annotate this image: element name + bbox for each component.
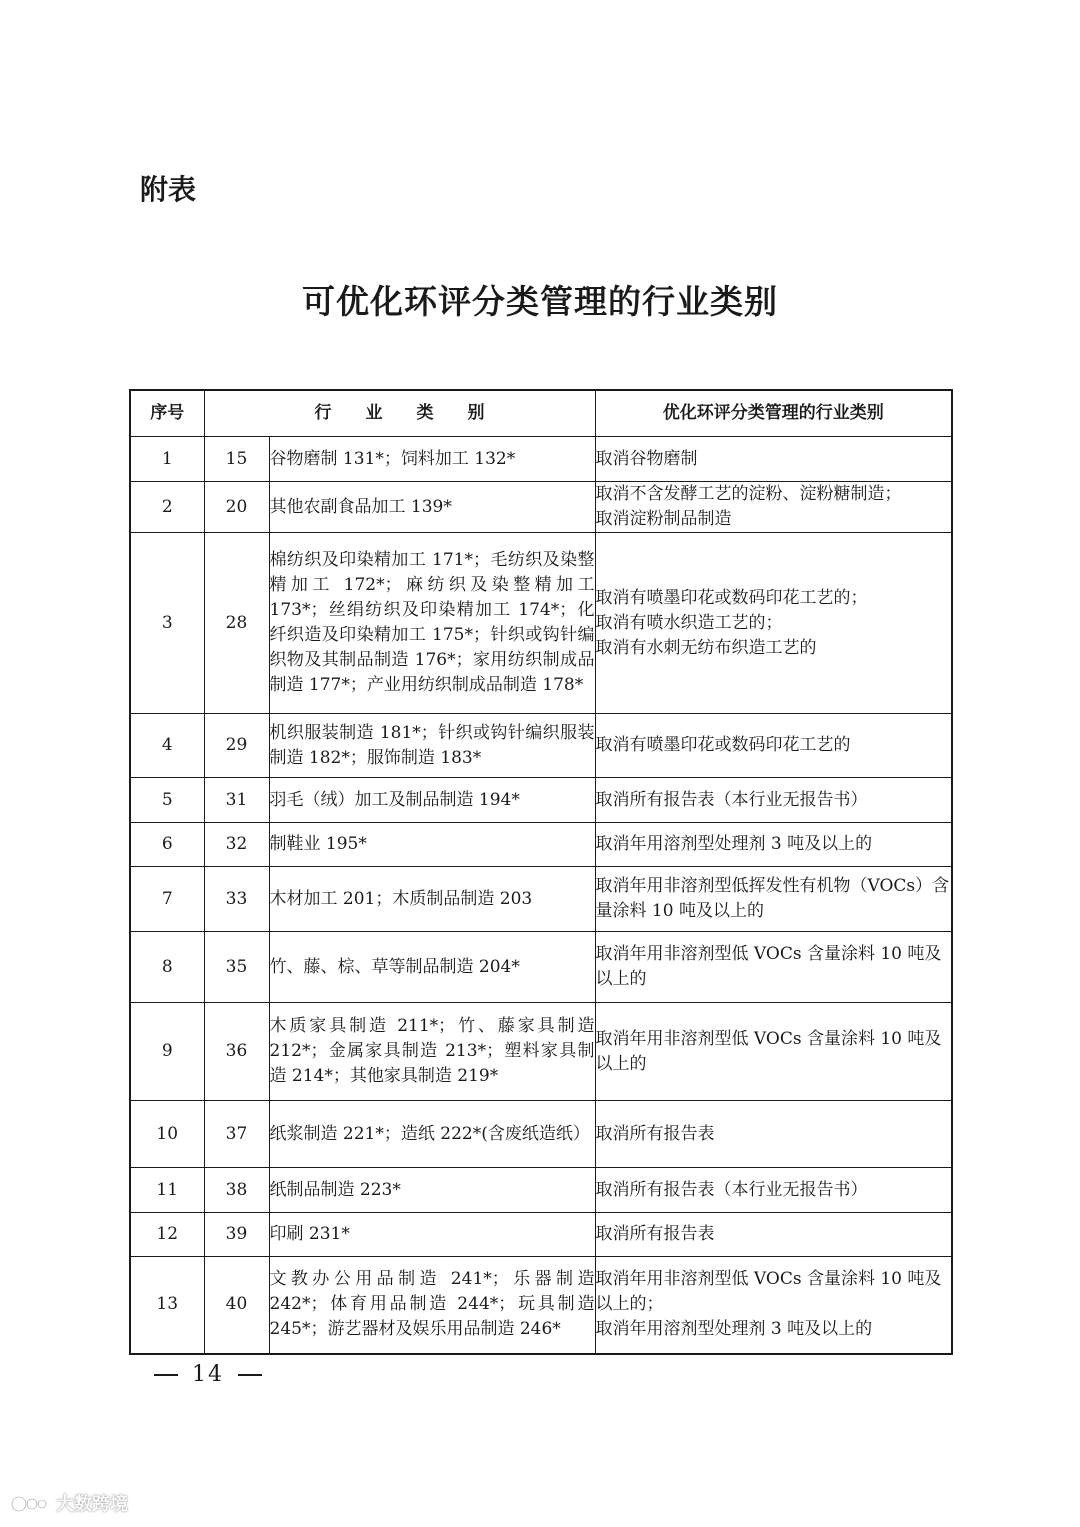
- cell-seq: 4: [130, 714, 204, 778]
- cell-seq: 11: [130, 1168, 204, 1213]
- cell-seq: 9: [130, 1003, 204, 1101]
- cell-industry: 文教办公用品制造 241*；乐器制造 242*；体育用品制造 244*；玩具制造 245*；游艺器材及娱乐用品制造 246*: [269, 1257, 595, 1354]
- optimization-line: 取消有水刺无纺布织造工艺的: [595, 637, 817, 658]
- cell-optimization: [595, 714, 952, 778]
- cell-code: 31: [204, 778, 269, 823]
- cell-optimization: [595, 1213, 952, 1257]
- cell-seq: 12: [130, 1213, 204, 1257]
- cell-industry: 木质家具制造 211*；竹、藤家具制造 212*；金属家具制造 213*；塑料家具制造 214*；其他家具制造 219*: [269, 1003, 595, 1101]
- page-number: [140, 1362, 276, 1387]
- table-row: [130, 533, 952, 714]
- cell-industry: 谷物磨制 131*；饲料加工 132*: [269, 437, 595, 482]
- industry-table: [129, 389, 953, 1355]
- table-header-row: [130, 390, 952, 437]
- table-row: [130, 867, 952, 932]
- table-row: [130, 437, 952, 482]
- table-row: [130, 1003, 952, 1101]
- optimization-line: 取消所有报告表: [595, 1123, 715, 1144]
- cell-industry: 竹、藤、棕、草等制品制造 204*: [269, 932, 595, 1003]
- header-seq: 序号: [130, 390, 204, 437]
- cell-industry: 纸浆制造 221*；造纸 222*(含废纸造纸）: [269, 1101, 595, 1168]
- table-row: [130, 778, 952, 823]
- cell-industry: 纸制品制造 223*: [269, 1168, 595, 1213]
- optimization-line: 取消不含发酵工艺的淀粉、淀粉糖制造；: [595, 484, 902, 504]
- document-title: 可优化环评分类管理的行业类别: [302, 282, 778, 321]
- cell-optimization: [595, 482, 952, 533]
- optimization-line: 取消年用溶剂型处理剂 3 吨及以上的: [595, 1319, 873, 1340]
- header-optimization: 优化环评分类管理的行业类别: [595, 390, 952, 437]
- cell-industry: 其他农副食品加工 139*: [269, 482, 595, 533]
- page-dash-right: [238, 1374, 262, 1376]
- cell-optimization: [595, 932, 952, 1003]
- cell-industry: 羽毛（绒）加工及制品制造 194*: [269, 778, 595, 823]
- cell-code: 36: [204, 1003, 269, 1101]
- optimization-line: 取消年用非溶剂型低 VOCs 含量涂料 10 吨及以上的: [595, 944, 942, 989]
- optimization-line: 取消有喷墨印花或数码印花工艺的: [595, 735, 851, 755]
- optimization-line: 取消所有报告表（本行业无报告书）: [595, 1179, 868, 1200]
- cell-code: 29: [204, 714, 269, 778]
- cell-seq: 10: [130, 1101, 204, 1168]
- table-row: [130, 823, 952, 867]
- cell-seq: 8: [130, 932, 204, 1003]
- cell-seq: 2: [130, 482, 204, 533]
- cell-code: 37: [204, 1101, 269, 1168]
- table-row: [130, 1168, 952, 1213]
- cell-optimization: [595, 778, 952, 823]
- table-row: [130, 1101, 952, 1168]
- optimization-line: 取消年用非溶剂型低 VOCs 含量涂料 10 吨及以上的；: [595, 1269, 942, 1315]
- cell-industry: 机织服装制造 181*；针织或钩针编织服装制造 182*；服饰制造 183*: [269, 714, 595, 778]
- optimization-line: 取消年用非溶剂型低挥发性有机物（VOCs）含量涂料 10 吨及以上的: [595, 876, 950, 921]
- cell-seq: 5: [130, 778, 204, 823]
- cell-seq: 13: [130, 1257, 204, 1354]
- table-row: [130, 1257, 952, 1354]
- cell-seq: 7: [130, 867, 204, 932]
- cell-industry: 制鞋业 195*: [269, 823, 595, 867]
- cell-optimization: [595, 533, 952, 714]
- optimization-line: 取消所有报告表: [595, 1224, 715, 1244]
- page-number-value: 14: [192, 1362, 224, 1387]
- watermark-logo-icon: [10, 1492, 50, 1514]
- cell-optimization: [595, 1101, 952, 1168]
- cell-code: 32: [204, 823, 269, 867]
- cell-seq: 3: [130, 533, 204, 714]
- cell-code: 35: [204, 932, 269, 1003]
- cell-optimization: [595, 867, 952, 932]
- optimization-line: 取消年用非溶剂型低 VOCs 含量涂料 10 吨及以上的: [595, 1028, 942, 1074]
- watermark-text: 大数跨境: [56, 1494, 128, 1515]
- cell-code: 40: [204, 1257, 269, 1354]
- optimization-line: 取消有喷水织造工艺的；: [595, 612, 783, 633]
- cell-code: 15: [204, 437, 269, 482]
- optimization-line: 取消所有报告表（本行业无报告书）: [595, 789, 868, 810]
- cell-optimization: [595, 437, 952, 482]
- cell-code: 20: [204, 482, 269, 533]
- cell-seq: 6: [130, 823, 204, 867]
- optimization-line: 取消谷物磨制: [595, 448, 698, 469]
- cell-industry: 棉纺织及印染精加工 171*；毛纺织及染整精加工 172*；麻纺织及染整精加工 173*；丝绢纺织及印染精加工 174*；化纤织造及印染精加工 175*；针织或钩针编织物及其制品制造 176*；家用纺织制成品制造 177*；产业用纺织制成品制造 178*: [269, 533, 595, 714]
- table-row: [130, 714, 952, 778]
- optimization-line: 取消年用溶剂型处理剂 3 吨及以上的: [595, 834, 873, 854]
- cell-code: 28: [204, 533, 269, 714]
- header-industry: 行业类别: [204, 390, 595, 437]
- watermark: [10, 1490, 128, 1516]
- cell-optimization: [595, 1003, 952, 1101]
- appendix-label: 附表: [140, 173, 197, 206]
- cell-code: 33: [204, 867, 269, 932]
- table-row: [130, 1213, 952, 1257]
- cell-optimization: [595, 823, 952, 867]
- cell-code: 38: [204, 1168, 269, 1213]
- cell-seq: 1: [130, 437, 204, 482]
- cell-industry: 印刷 231*: [269, 1213, 595, 1257]
- table-row: [130, 932, 952, 1003]
- cell-industry: 木材加工 201；木质制品制造 203: [269, 867, 595, 932]
- cell-optimization: [595, 1257, 952, 1354]
- page-dash-left: [154, 1374, 178, 1376]
- optimization-line: 取消有喷墨印花或数码印花工艺的；: [595, 587, 868, 608]
- optimization-line: 取消淀粉制品制造: [595, 509, 732, 529]
- table-row: [130, 482, 952, 533]
- cell-optimization: [595, 1168, 952, 1213]
- cell-code: 39: [204, 1213, 269, 1257]
